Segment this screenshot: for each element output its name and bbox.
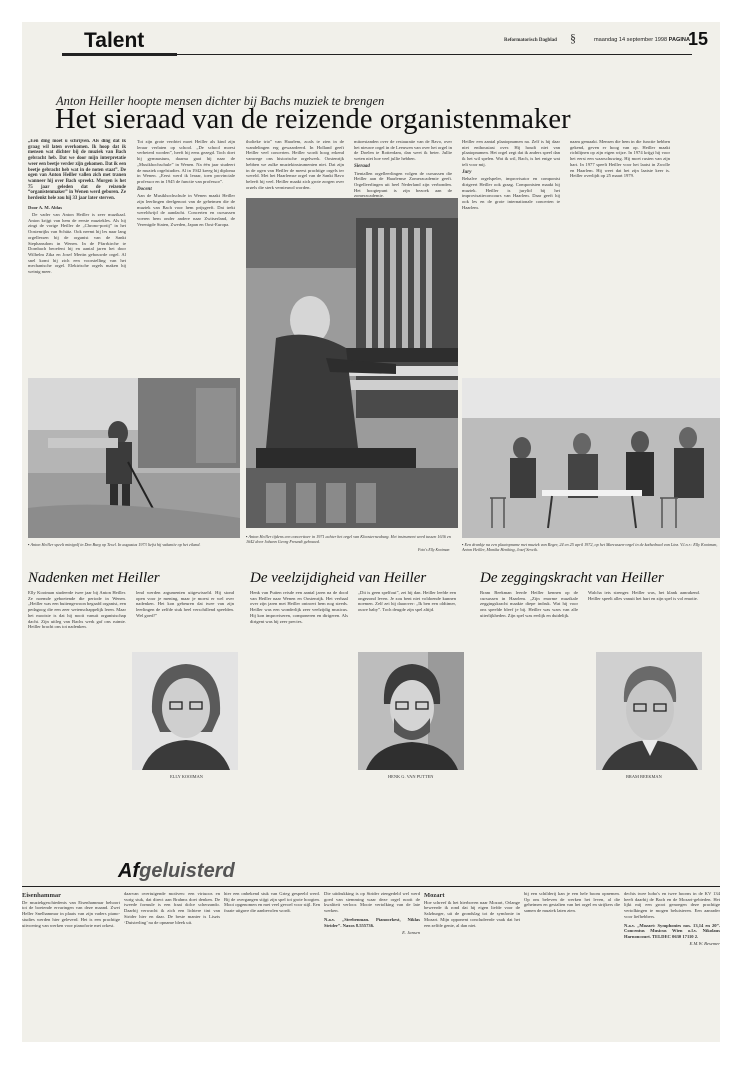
body-text: De muziekgeschiedenis van Eisenhammar behoort tot de boeiende ervaringen van deze maand. Zwei Heller Snelhammar in plaats van zijn vaders piano-studies werden hier geleverd. Het is een prachtige uitvoering van werken voor pianoforte met orkest. xyxy=(22,899,120,928)
issue-date: maandag 14 september 1998 xyxy=(594,37,668,43)
page-label: PAGINA xyxy=(668,37,690,43)
photo-group-drinks xyxy=(462,378,720,538)
review-signature: E.M.W. Besemer xyxy=(689,941,720,947)
body-text: Hoe schreef ik het hierboven naar Mozart, Orlange beweerde ik rond dat hij eigen liefde voor de Salzburger, uit de grondslag tot de symfonie in Mozart. Mijn opponent concludeerde vaak dat het een zelfde genie, al dan niet. xyxy=(424,899,520,928)
body-text: lend werden argumenten uitgewisseld. Hij stond open voor je mening, maar je moest er wel over nadenken. Het kon gebeuren dat twee van zijn leerlingen de zelfde stuk heel verschillend speelden. Wel goed!” xyxy=(136,590,234,618)
byline: Door A. M. Ablas xyxy=(28,204,62,210)
section-veelzijdigheid-col2 xyxy=(358,590,456,650)
body-text: hier een onbekend stuk van Grieg gespeeld werd. Bij de overgangen stijgt zijn spel tot grote hoogten. Mooi opgenomen en met veel gevoel voor stijl. Een fraaie uitgave die aanbevolen wordt. xyxy=(224,891,320,914)
portrait-caption-kooiman: ELLY KOOIMAN xyxy=(170,774,203,779)
page-number: 15 xyxy=(688,29,709,49)
photo-minigolf xyxy=(28,378,240,538)
photo-caption-group: ▪ Een drankje na een plaatopname met muziek van Reger, 24 en 25 april 1972, op het Marcussen-orgel in de kathedraal van Linz. V.l.n.r.: Elly Kooiman, Anton Heiller, Monika Henking, Josef Sevcik. xyxy=(462,542,718,553)
section-label: Talent xyxy=(84,29,145,52)
body-text: Aan de Musikhochschule in Wenen maakt Heiller zijn leerlingen deelgenoot van de geheimen die de muziek van Bach voor hem prijsgeeft. Dat trekt wereldwijd de aandacht. Concerten en cursussen voeren hem onder andere naar Zwitserland, de Verenigde Staten, Zweden, Japan en Oost-Europa. xyxy=(137,193,235,227)
body-text: Tot zijn grote verdriet moet Heiller als kind zijn leraar verlaten op school. „De school moest verbeterd worden”, heeft hij eens gezegd. Toch doet hij gymnasium, daarna gaat hij naar de „Musikhochschule” in Wenen. Na één jaar studeert de muziek orgelstudies. Al in 1942 kreeg hij diploma in Wenen. „Eerst werd ik leraar, toen provinciale professor en in 1945 de functie van professor”. xyxy=(137,139,235,184)
portrait-image xyxy=(358,652,464,770)
review-note: N.a.v. „Mozart: Symphonies nos. 13,14 en 20”. Concentus Musicus Wien o.l.v. Nikolaus Harnoncourt. TELDEC 0630 17110 2. xyxy=(624,922,720,939)
body-text: naam gemaakt. Mensen die hem in die functie hebben gekend, geven er hoog van op. Heiller maakt richtlijnen op zijn eigen wijze. In 1974 krijgt hij voor het eerst een waarschuwing. Hij moet rusten van zijn hart. In 1977 speelt Heiller voor het laatst in Zwolle en Haarlem. Hij weet dat het zijn laatste keer is. Heiller overlijdt op 25 maart 1979. xyxy=(570,139,670,179)
portrait-henk-van-putten xyxy=(358,652,464,770)
review-note: N.a.v. „Strebenman. Pianoorkest, Niklas Strider”. Naxos 8.555736. xyxy=(324,916,420,928)
portrait-elly-kooiman xyxy=(132,652,238,770)
photo-caption-organ: ▪ Anton Heiller tijdens een concerttoer in 1971 achter het orgel van Kloosterneuburg. Het instrument werd tussen 1636 en 1642 door Johann Georg Freundt gebouwd. xyxy=(246,534,451,545)
article-column-1 xyxy=(28,139,126,387)
body-text: Heiller een aantal plaatopnamen na. Zelf is hij daar niet enthousiast over. Hij houdt niet van plaatopnamen. Het orgel zegt dat ik anders speel dan ik het wil spelen. Wat ik wil, Bach, is het enige wat telt voor mij. xyxy=(462,139,560,167)
portrait-image xyxy=(132,652,238,770)
heading-prefix: Af xyxy=(118,860,140,882)
body-text: Elly Kooiman studeerde twee jaar bij Anton Heiller. Ze noemde geboeiende die periode in Wenen. „Heiller was een buitengewoon begaafd organist, een pedagoog die een zeer wetenschappelijk leren. Maar het mooiste is dat hij nooit vanuit organistschap dacht. Zijn uitleg van Bachs werk gaf ons ruimte. Heiller bracht ons tot nadenken. xyxy=(28,590,126,630)
section-zeggingskracht-col1 xyxy=(480,590,578,790)
afgeluisterd-col7 xyxy=(624,891,720,1037)
body-text: bij een schilderij kan je een hele boom opnemen. Op ons beleven de werken het leven, al die geheimen en gestalten van het orgel en strijkers die samen de muziek laten zien. xyxy=(524,891,620,914)
afgeluisterd-col2 xyxy=(124,891,220,1037)
afgeluisterd-rule xyxy=(22,886,720,887)
photo-credit: Foto's Elly Kooiman xyxy=(418,548,450,552)
body-text: Die uitdrukking is op Strider ziengedeld wel werd goed van stemming waar deze orgel nooit de kwaliteit verloor. Mooie vertolking van de late werken. xyxy=(324,891,420,914)
afgeluisterd-col3 xyxy=(224,891,320,1037)
date-line xyxy=(594,37,690,43)
header-swoosh xyxy=(62,53,177,56)
portrait-caption-beekman: BRAM BEEKMAN xyxy=(626,774,662,779)
subheading-docent: Docent xyxy=(137,186,152,192)
afgeluisterd-col4 xyxy=(324,891,420,1037)
afgeluisterd-col1 xyxy=(22,891,120,1037)
body-text: Behalve orgelspeler, improvisator en componist dirigeert Heiller ook graag. Componisten maakt hij muziek. Heiller is jurylid bij het improvisatieconcours van Haarlem. Daar geeft hij ook les en de grote internationale concerten te Haarlem. xyxy=(462,176,560,210)
subheading-jury: Jury xyxy=(462,169,472,175)
afgeluisterd-col5 xyxy=(424,891,520,1037)
section-title-zeggingskracht: De zeggingskracht van Heiller xyxy=(480,570,664,586)
body-text: „Dit is geen spelfout”, zei hij dan. Heiller leefde een ongezond leven. Je zou bent niet voldoende kunnen noemen. Zelf zei hij daarover: „Ik ben een oldtimer, ouwe baby”. Toch deugde zijn spel altijd. xyxy=(358,590,456,613)
photo-organ-image xyxy=(246,198,458,528)
article-column-6 xyxy=(570,139,670,387)
body-text: Tientallen orgelleerlingen volgen de cursussen die Heiller aan de Haarlemse Zomeracademie geeft. Orgelleerlingen uit heel Nederland zijn verbonden. Het hoogtepunt is zijn bezoek aan de zomeracademie. xyxy=(354,170,452,199)
photo-group-image xyxy=(462,378,720,538)
body-text: mitoestanden over de restauratie van de Bavo, over het nieuwe orgel in de Leeuwen van over het orgel in de Doelen te Rotterdam, dan weet ik beter. Jullie weten niet hoe veel jullie hebben. xyxy=(354,139,452,162)
body-text: dechts twee hobo's en twee hoorns in de KV 134 heeft daarbij de Bach en de Mozart-gebieden. Het lijkt mij een groot genoegen deze prachtige vertolkingen te mogen beluisteren. Een aanrader voor liefhebbers. xyxy=(624,891,720,919)
heading-rest: geluisterd xyxy=(139,860,235,882)
portrait-caption-van-putten: HENK G. VAN PUTTEN xyxy=(388,774,434,779)
article-column-5 xyxy=(462,139,560,387)
newspaper-logo: Reformatorisch Dagblad xyxy=(504,38,557,43)
article-title: Het sieraad van de reizende organistenmaker xyxy=(55,104,571,135)
portrait-bram-beekman xyxy=(596,652,702,770)
review-title-mozart: Mozart xyxy=(424,892,445,899)
body-text: tholieke trio” van Haarlem, zoals te zien in de wandelingen erg gewaardeerd. In Holland geeft Heiller veel concerten. Heiller wordt hoog erkend vanwege ons historische orgelwerk. Oostenrijk hebben we zulke muziekinstrumenten niet. Dat zijn in de ogen van Heiller de meest prachtige orgels ter wereld. Met het Haarlemse orgel van de Sankt Bavo beleeft hij veel. Heiller maakt zich grote zorgen over orgels die sterk vernieuwd worden. xyxy=(246,139,344,189)
section-nadenken-col2 xyxy=(136,590,234,650)
subheading-sieraad: Sieraad xyxy=(354,163,370,169)
article-column-2 xyxy=(137,139,235,387)
section-veelzijdigheid-col1 xyxy=(250,590,348,670)
article-kicker: Anton Heiller hoopte mensen dichter bij Bachs muziek te brengen xyxy=(56,94,385,108)
body-text: daarvan overtuigende motiven: een virtuoos en vurig stuk, dat direct aan Brahms doet denken. De tweede formule is een fraai dolce scherzando. Daarbij verwacht ik zich een lichtere tint van Strider hier en daar. De beste manier is Liszts ‘Duisterling’ na de opname bleek uit. xyxy=(124,891,220,925)
afgeluisterd-col6 xyxy=(524,891,620,1037)
photo-minigolf-image xyxy=(28,378,240,538)
logo-mark-icon: § xyxy=(570,31,576,45)
article-column-3 xyxy=(246,139,344,189)
review-signature: E. Jansen xyxy=(402,929,420,935)
photo-caption-minigolf: ▪ Anton Heiller speelt minigolf in Den Burg op Texel. In augustus 1973 liefst hij vakantie op het eiland. xyxy=(28,542,201,547)
body-text: Walcha iets strenger. Heiller was, het klank aanrakend. Heiller speelt alles vanuit het hart en zijn spel is vol emotie. xyxy=(588,590,700,601)
section-nadenken-col1 xyxy=(28,590,126,888)
newspaper-page xyxy=(22,22,720,1042)
section-title-nadenken: Nadenken met Heiller xyxy=(28,570,160,586)
body-text: De vader van Anton Heiller is zeer muzikaal. Anton krijgt van hem de eerste muziekles. Als hij zingt de vorige Heiller de „Chrono-portij” in het Oostenrijks van Schütz. Ook neemt hij les naar lang orgellessen bij de organist van de Sankt Stephansdom in Wenen. In de Pfarrkirche te Dornbach beoefent hij en aantal jaren het door Wilhelm Zika en Josef Mertin gebouwde orgel. Al snel komt hij zich een voorstelling van het mechanische orgel. Elektrische orgels maken hij weinig meer. xyxy=(28,212,126,275)
intro-text: „Eén ding moet u schrijven. Als ding dat ik graag wil laten overkomen. Ik hoop dat ik mensen wat dichter bij de muziek van Bach gebracht heb. Dat we door mijn interpretatie weer een beetje verder zijn gekomen. Dat ik een beetje gebracht heb wat in de noten staat”. De ogen van Anton Heiller vallen zich met tranen wanneer hij over Bach spreekt. Morgen is het 75 jaar geleden dat de reizende “organistenmaker” in Wenen werd geboren. Ze herdenkt hele zou hij 33 jaar later sterven. xyxy=(28,139,126,202)
section-zeggingskracht-col2 xyxy=(588,590,700,650)
body-text: Bram Beekman leerde Heiller kennen op de cursussen in Haarlem. „Zijn enorme muzikale zeggingskracht maakte diepe indruk. Wat hij voor ons speelde bleef je bij. Heiller was wars van alle uiterlijkheden. Zijn spel was eerlijk en duidelijk. xyxy=(480,590,578,618)
section-title-veelzijdigheid: De veelzijdigheid van Heiller xyxy=(250,570,427,586)
photo-organ-player xyxy=(246,198,458,528)
portrait-image xyxy=(596,652,702,770)
afgeluisterd-heading xyxy=(118,860,235,883)
body-text: Henk van Putten reisde een aantal jaren na de dood van Heiller naar Wenen en Oostenrijk. Het verhaal over zijn jaren met Heiller ontroert hem nog steeds. Heiller was een wonderlijk zeer veelzijdig musicus. Hij kon improviseren, componeren en dirigeren. Als dirigent was hij zeer precies. xyxy=(250,590,348,624)
review-title-eisenhammar: Eisenhammar xyxy=(22,892,61,899)
